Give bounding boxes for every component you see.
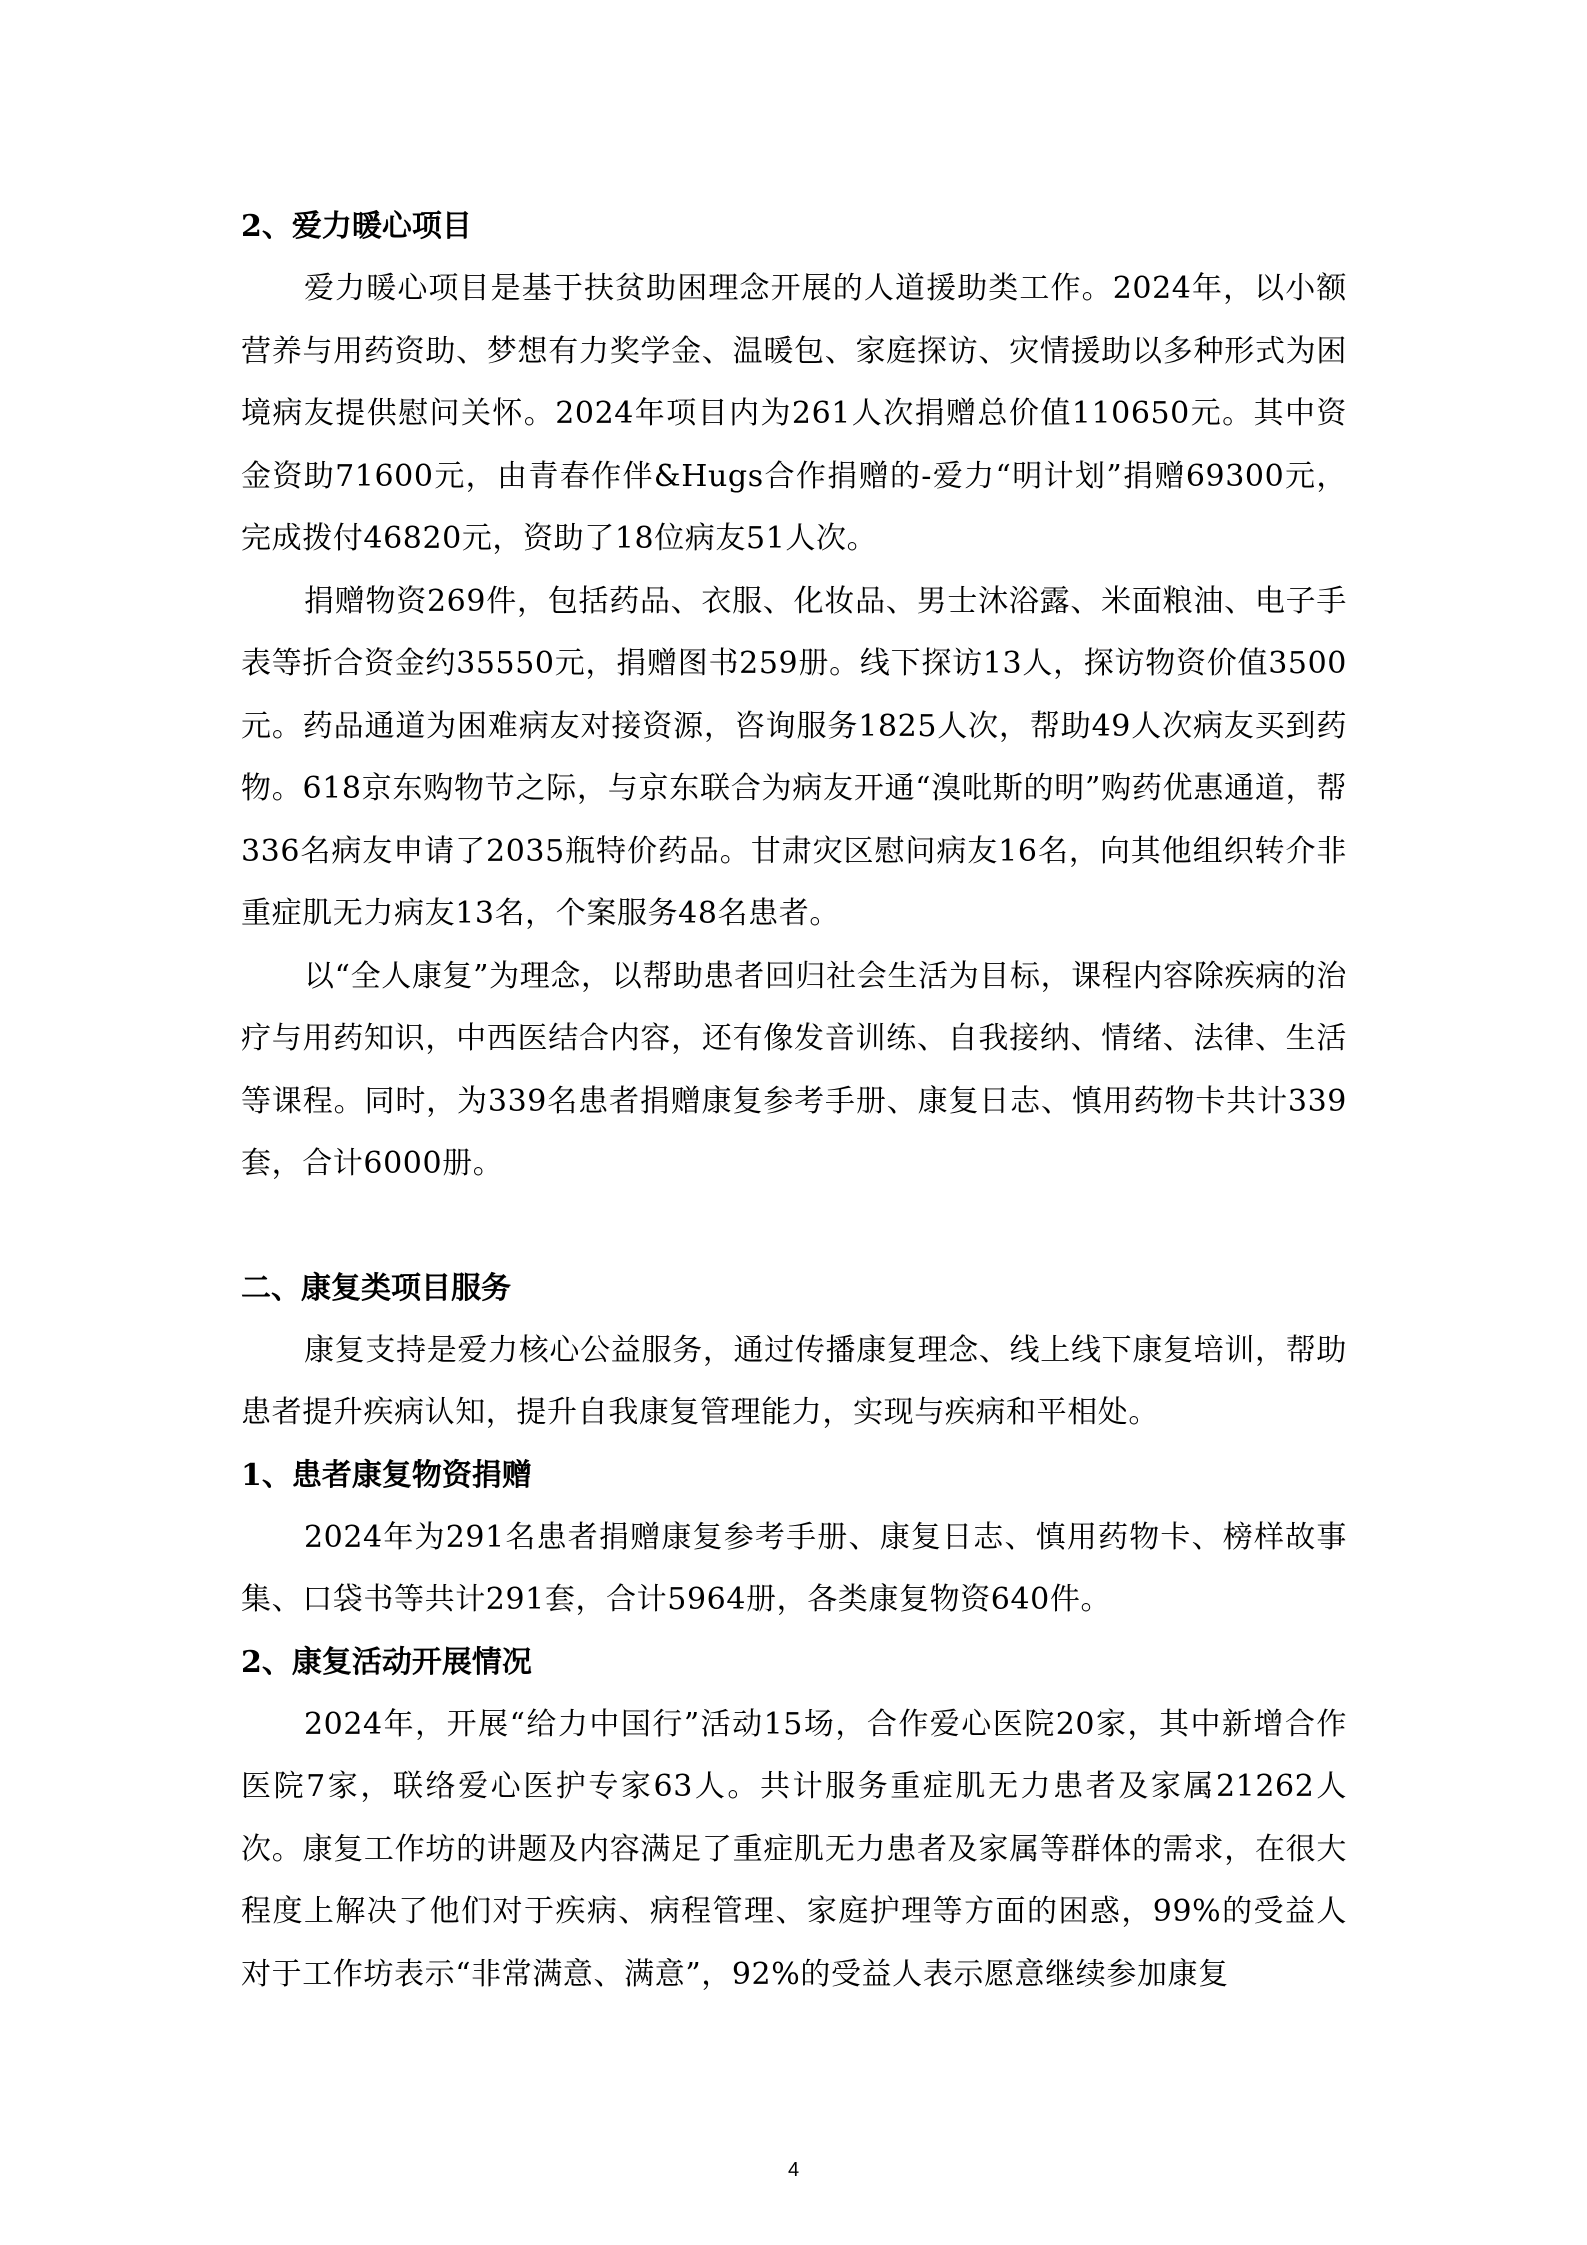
- section-heading-rehab-services: 二、康复类项目服务: [241, 1270, 511, 1306]
- paragraph-rehab-services-intro: 康复支持是爱力核心公益服务，通过传播康复理念、线上线下康复培训，帮助患者提升疾病认知，提升自我康复管理能力，实现与疾病和平相处。: [241, 1332, 1347, 1430]
- paragraph-warm-heart-overview: 爱力暖心项目是基于扶贫助困理念开展的人道援助类工作。2024年，以小额营养与用药资助、梦想有力奖学金、温暖包、家庭探访、灾情援助以多种形式为困境病友提供慰问关怀。2024年项目内为261人次捐赠总价值110650元。其中资金资助71600元，由青春作伴&Hugs合作捐赠的-爱力“明计划”捐赠69300元，完成拨付46820元，资助了18位病友51人次。: [241, 271, 1347, 556]
- paragraph-rehab-activities: 2024年，开展“给力中国行”活动15场，合作爱心医院20家，其中新增合作医院7家，联络爱心医护专家63人。共计服务重症肌无力患者及家属21262人次。康复工作坊的讲题及内容满足了重症肌无力患者及家属等群体的需求，在很大程度上解决了他们对于疾病、病程管理、家庭护理等方面的困惑，99%的受益人对于工作坊表示“非常满意、满意”，92%的受益人表示愿意继续参加康复: [241, 1706, 1347, 1992]
- paragraph-rehab-donations: 2024年为291名患者捐赠康复参考手册、康复日志、慎用药物卡、榜样故事集、口袋书等共计291套，合计5964册，各类康复物资640件。: [241, 1519, 1347, 1617]
- page-number: 4: [787, 2159, 800, 2181]
- page-content: [241, 196, 1347, 2006]
- section-heading-aili-warm-heart: 2、爱力暖心项目: [241, 209, 472, 244]
- paragraph-warm-heart-rehab-courses: 以“全人康复”为理念，以帮助患者回归社会生活为目标，课程内容除疾病的治疗与用药知识，中西医结合内容，还有像发音训练、自我接纳、情绪、法律、生活等课程。同时，为339名患者捐赠康复参考手册、康复日志、慎用药物卡共计339套，合计6000册。: [241, 958, 1347, 1181]
- section-heading-rehab-activities: 2、康复活动开展情况: [241, 1644, 532, 1680]
- section-heading-rehab-donations: 1、患者康复物资捐赠: [241, 1457, 532, 1493]
- section-spacer: [241, 1196, 1347, 1258]
- paragraph-warm-heart-donations: 捐赠物资269件，包括药品、衣服、化妆品、男士沐浴露、米面粮油、电子手表等折合资金约35550元，捐赠图书259册。线下探访13人，探访物资价值3500元。药品通道为困难病友对接资源，咨询服务1825人次，帮助49人次病友买到药物。618京东购物节之际，与京东联合为病友开通“溴吡斯的明”购药优惠通道，帮336名病友申请了2035瓶特价药品。甘肃灾区慰问病友16名，向其他组织转介非重症肌无力病友13名，个案服务48名患者。: [241, 583, 1347, 931]
